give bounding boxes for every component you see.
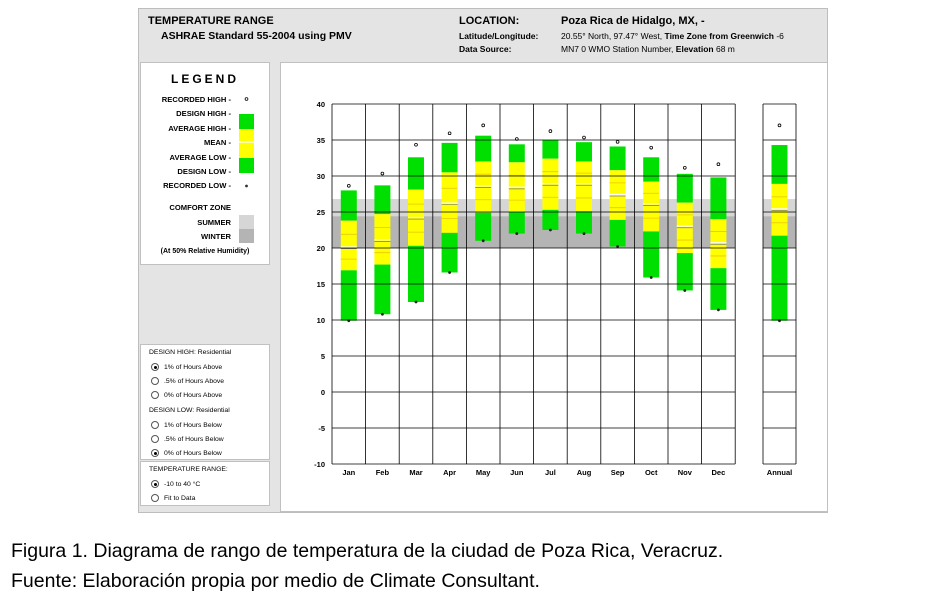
elevation-label: Elevation bbox=[675, 44, 714, 54]
design-high-band bbox=[374, 185, 390, 214]
radio-button[interactable] bbox=[151, 494, 159, 502]
x-tick-label: Dec bbox=[711, 468, 726, 477]
design-low-band bbox=[772, 236, 788, 321]
legend-design-high-band bbox=[239, 114, 254, 129]
chart-subtitle: ASHRAE Standard 55-2004 using PMV bbox=[161, 30, 352, 42]
recorded-high-point bbox=[482, 124, 485, 127]
legend-mean: MEAN - bbox=[204, 138, 231, 147]
design-low-band bbox=[610, 220, 626, 247]
x-tick-label: Jan bbox=[342, 468, 356, 477]
x-tick-label: Mar bbox=[409, 468, 423, 477]
legend-design-low: DESIGN LOW - bbox=[177, 167, 231, 176]
legend-humidity-note: (At 50% Relative Humidity) bbox=[160, 248, 250, 255]
x-tick-label: Jun bbox=[510, 468, 524, 477]
datasource-value: MN7 0 WMO Station Number, bbox=[561, 44, 674, 54]
radio-button[interactable] bbox=[151, 391, 159, 399]
recorded-low-point bbox=[549, 229, 552, 232]
y-tick-label: 30 bbox=[316, 172, 325, 181]
recorded-high-point bbox=[683, 166, 686, 169]
recorded-high-point bbox=[616, 140, 619, 143]
range-title: TEMPERATURE RANGE: bbox=[149, 466, 228, 473]
radio-button-selected[interactable] bbox=[151, 449, 159, 457]
recorded-low-point bbox=[415, 301, 418, 304]
caption-line-2: Fuente: Elaboración propia por medio de Climate Consultant. bbox=[11, 570, 540, 592]
x-tick-label: May bbox=[475, 468, 491, 477]
timezone-label: Time Zone from Greenwich bbox=[664, 31, 774, 41]
latlong-line bbox=[561, 31, 784, 41]
y-tick-label: 0 bbox=[320, 388, 325, 397]
design-low-band bbox=[542, 210, 558, 230]
average-band bbox=[576, 162, 592, 212]
design-low-option-2[interactable]: .5% of Hours Below bbox=[151, 435, 224, 443]
recorded-high-point bbox=[347, 184, 350, 187]
y-tick-label: 10 bbox=[316, 316, 325, 325]
design-low-band bbox=[677, 253, 693, 290]
recorded-low-point bbox=[381, 313, 384, 316]
design-high-option-3[interactable]: 0% of Hours Above bbox=[151, 391, 222, 399]
legend-title: LEGEND bbox=[170, 72, 239, 86]
chart-area bbox=[280, 62, 828, 512]
recorded-low-point bbox=[683, 289, 686, 292]
recorded-high-point bbox=[650, 146, 653, 149]
location-value: Poza Rica de Hidalgo, MX, - bbox=[561, 15, 705, 27]
design-high-band bbox=[408, 157, 424, 189]
design-low-band bbox=[442, 233, 458, 273]
elevation-value: 68 m bbox=[715, 44, 735, 54]
recorded-low-point bbox=[482, 239, 485, 242]
recorded-high-point bbox=[549, 130, 552, 133]
y-tick-label: 40 bbox=[316, 100, 325, 109]
design-high-option-1[interactable]: 1% of Hours Above bbox=[151, 363, 222, 371]
recorded-low-point bbox=[717, 309, 720, 312]
design-low-band bbox=[341, 270, 357, 320]
legend-recorded-low-marker bbox=[245, 185, 248, 188]
design-options-box bbox=[140, 344, 270, 460]
x-tick-label: Jul bbox=[544, 468, 556, 477]
recorded-high-point bbox=[381, 172, 384, 175]
average-band bbox=[643, 182, 659, 232]
y-tick-label: 15 bbox=[316, 280, 325, 289]
y-tick-label: 35 bbox=[316, 136, 325, 145]
x-tick-label: Oct bbox=[644, 468, 658, 477]
recorded-low-point bbox=[650, 276, 653, 279]
design-high-band bbox=[576, 142, 592, 161]
design-high-band bbox=[542, 140, 558, 159]
legend-comfort-zone: COMFORT ZONE bbox=[169, 203, 231, 212]
average-band bbox=[542, 159, 558, 210]
range-option-fit[interactable]: Fit to Data bbox=[151, 494, 195, 502]
legend-winter: WINTER bbox=[201, 232, 231, 241]
left-panel bbox=[140, 62, 270, 512]
recorded-high-point bbox=[583, 136, 586, 139]
design-low-option-3[interactable]: 0% of Hours Below bbox=[151, 449, 222, 457]
radio-button-selected[interactable] bbox=[151, 363, 159, 371]
timezone-value: -6 bbox=[776, 31, 784, 41]
design-low-title: DESIGN LOW: Residential bbox=[149, 407, 230, 414]
figure-caption bbox=[11, 536, 723, 596]
recorded-low-point bbox=[583, 232, 586, 235]
average-band bbox=[610, 170, 626, 220]
legend-box bbox=[140, 62, 270, 265]
design-high-band bbox=[610, 146, 626, 170]
climate-consultant-window bbox=[138, 8, 828, 513]
x-tick-label: Apr bbox=[443, 468, 457, 477]
temperature-range-chart bbox=[281, 63, 827, 511]
location-label: LOCATION: bbox=[459, 15, 520, 27]
design-low-band bbox=[408, 246, 424, 302]
y-tick-label: 20 bbox=[316, 244, 325, 253]
recorded-low-point bbox=[448, 271, 451, 274]
design-low-band bbox=[475, 213, 491, 241]
x-tick-label: Aug bbox=[576, 468, 592, 477]
design-high-band bbox=[772, 145, 788, 184]
chart-title: TEMPERATURE RANGE bbox=[148, 15, 274, 27]
caption-line-1: Figura 1. Diagrama de rango de temperatura de la ciudad de Poza Rica, Veracruz. bbox=[11, 540, 724, 562]
design-low-band bbox=[710, 268, 726, 310]
y-tick-label: 5 bbox=[320, 352, 325, 361]
design-low-band bbox=[576, 211, 592, 233]
legend-swatch bbox=[239, 93, 259, 193]
design-low-option-1[interactable]: 1% of Hours Below bbox=[151, 421, 222, 429]
average-band bbox=[772, 184, 788, 236]
y-tick-label: -5 bbox=[318, 424, 325, 433]
recorded-high-point bbox=[448, 132, 451, 135]
design-low-band bbox=[643, 231, 659, 277]
datasource-line bbox=[561, 44, 735, 54]
design-high-band bbox=[710, 177, 726, 219]
recorded-low-point bbox=[515, 232, 518, 235]
y-tick-label: -10 bbox=[314, 460, 325, 469]
range-options-box bbox=[140, 461, 270, 506]
design-low-band bbox=[374, 265, 390, 315]
recorded-high-point bbox=[717, 163, 720, 166]
design-high-band bbox=[509, 144, 525, 162]
recorded-high-point bbox=[415, 143, 418, 146]
legend-summer-swatch bbox=[239, 215, 254, 229]
recorded-low-point bbox=[616, 245, 619, 248]
design-high-band bbox=[442, 143, 458, 173]
legend-winter-swatch bbox=[239, 229, 254, 243]
x-tick-label: Nov bbox=[677, 468, 692, 477]
x-tick-label: Feb bbox=[375, 468, 390, 477]
datasource-label: Data Source: bbox=[459, 44, 512, 54]
legend-average-band bbox=[239, 129, 254, 158]
radio-button[interactable] bbox=[151, 421, 159, 429]
design-high-band bbox=[643, 157, 659, 181]
design-high-title: DESIGN HIGH: Residential bbox=[149, 349, 232, 356]
y-tick-label: 25 bbox=[316, 208, 325, 217]
average-band bbox=[710, 219, 726, 268]
radio-button[interactable] bbox=[151, 377, 159, 385]
legend-design-low-band bbox=[239, 158, 254, 173]
range-option-fixed[interactable]: -10 to 40 °C bbox=[151, 480, 200, 488]
design-high-option-2[interactable]: .5% of Hours Above bbox=[151, 377, 224, 385]
design-high-band bbox=[677, 174, 693, 203]
radio-button[interactable] bbox=[151, 435, 159, 443]
legend-design-high: DESIGN HIGH - bbox=[176, 109, 231, 118]
legend-average-low: AVERAGE LOW - bbox=[169, 153, 231, 162]
legend-summer: SUMMER bbox=[197, 218, 231, 227]
recorded-high-point bbox=[778, 124, 781, 127]
latlong-label: Latitude/Longitude: bbox=[459, 31, 539, 41]
design-low-band bbox=[509, 212, 525, 234]
legend-average-high: AVERAGE HIGH - bbox=[168, 124, 231, 133]
design-high-band bbox=[341, 190, 357, 220]
legend-recorded-low: RECORDED LOW - bbox=[163, 181, 231, 190]
design-high-band bbox=[475, 136, 491, 162]
latlong-value: 20.55° North, 97.47° West, bbox=[561, 31, 663, 41]
legend-recorded-high-marker bbox=[245, 98, 248, 101]
radio-button-selected[interactable] bbox=[151, 480, 159, 488]
x-tick-label: Annual bbox=[766, 468, 793, 477]
average-band bbox=[341, 221, 357, 271]
legend-recorded-high: RECORDED HIGH - bbox=[161, 95, 231, 104]
x-tick-label: Sep bbox=[610, 468, 625, 477]
